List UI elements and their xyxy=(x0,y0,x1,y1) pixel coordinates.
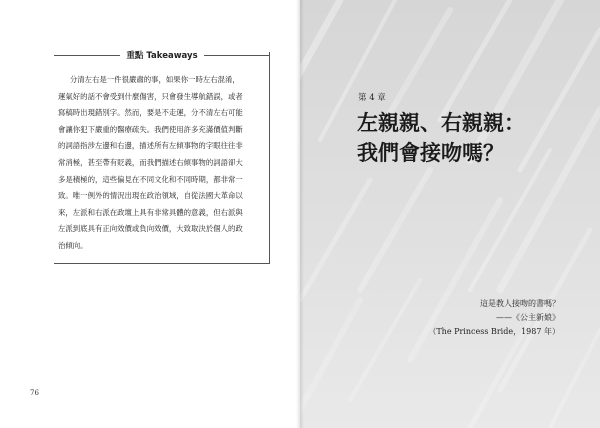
chapter-title xyxy=(357,108,525,168)
chapter-title-line: 我們會接吻嗎？ xyxy=(357,140,504,165)
paragraph-line: 會讓你犯下嚴重的醫療疏失。我們使用許多充滿價值判斷 xyxy=(58,124,243,134)
takeaways-title: 重點 Takeaways xyxy=(126,51,198,61)
page-number: 76 xyxy=(30,389,39,397)
takeaways-rule-right xyxy=(204,55,270,56)
paragraph-line: 的詞語指涉左邊和右邊，描述所有左傾事物的字眼往往非 xyxy=(58,141,243,151)
paragraph-line: 治傾向。 xyxy=(58,240,88,250)
paragraph-line: 寫稿時出現錯別字。然而，要是不走運，分不清左右可能 xyxy=(58,108,243,118)
paragraph-line: 多是積極的，這些偏見在不同文化和不同時期，都非常一 xyxy=(58,174,243,184)
paragraph-line: 左派到底具有正向效價或負向效價，大致取決於個人的政 xyxy=(58,224,243,234)
paragraph-line: 分清左右是一件很嚴肅的事，如果你一時左右混淆， xyxy=(69,75,240,84)
paragraph-line: 致。唯一例外的情況出現在政治領域，自從法國大革命以 xyxy=(58,191,243,201)
diagonal-stripes-texture xyxy=(300,0,600,428)
chapter-label: 第 4 章 xyxy=(358,93,386,103)
takeaways-header xyxy=(54,48,270,62)
epigraph-text: 這是教人接吻的書嗎？ xyxy=(480,299,560,308)
right-page xyxy=(300,0,600,428)
takeaways-rule-left xyxy=(54,55,120,56)
paragraph-line: 運氣好的話不會受到什麼傷害，只會發生導航錯誤，或者 xyxy=(58,91,243,101)
takeaways-paragraph xyxy=(58,72,261,255)
chapter-title-line: 左親親、右親親： xyxy=(357,110,525,135)
epigraph xyxy=(340,297,560,339)
epigraph-citation: （The Princess Bride，1987 年） xyxy=(428,327,560,336)
paragraph-line: 常消極，甚至帶有貶義，而我們描述右傾事物的詞語卻大 xyxy=(58,157,243,167)
paragraph-line: 來，左派和右派在政壇上具有非常具體的意義，但右派與 xyxy=(58,207,243,217)
epigraph-source: ——《公主新娘》 xyxy=(496,313,560,322)
